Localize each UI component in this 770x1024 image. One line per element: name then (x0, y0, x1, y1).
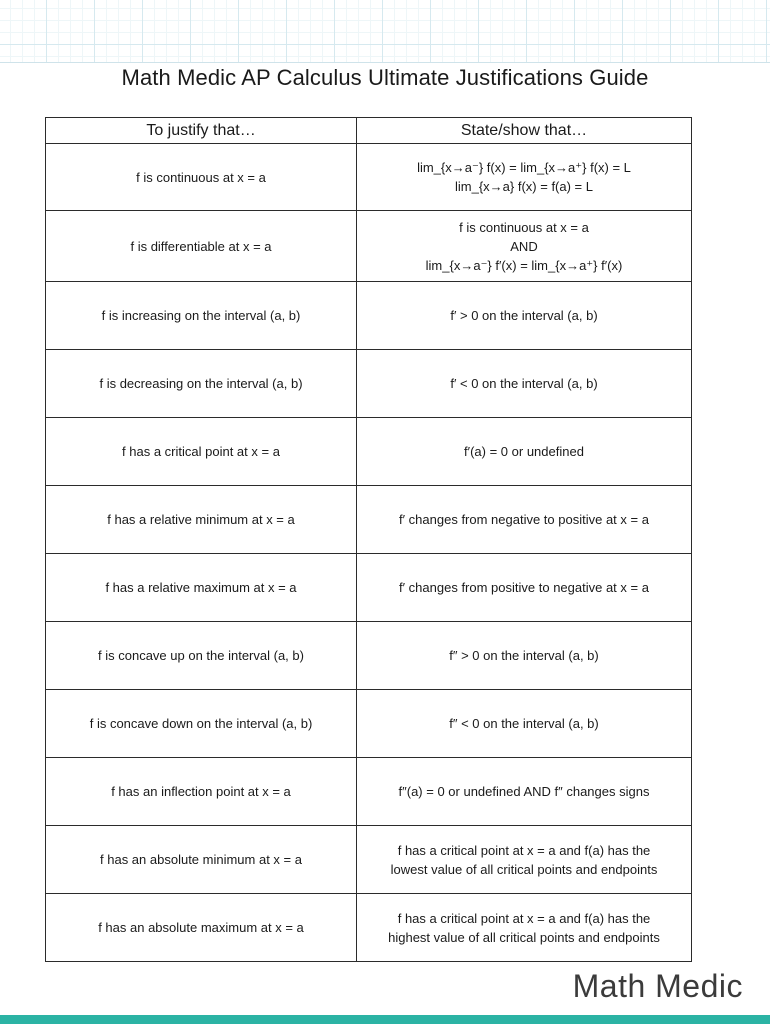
cell-line: f″ < 0 on the interval (a, b) (449, 716, 599, 731)
table-row (46, 211, 692, 282)
cell-line: f′ < 0 on the interval (a, b) (450, 376, 598, 391)
justify-cell (46, 894, 357, 962)
state-cell (357, 282, 692, 350)
justify-cell (46, 486, 357, 554)
state-cell (357, 211, 692, 282)
state-cell (357, 486, 692, 554)
table-row (46, 758, 692, 826)
cell-line: f has a critical point at x = a and f(a) has the (397, 842, 651, 858)
cell-line: lim_{x→a} f(x) = f(a) = L (455, 179, 593, 194)
cell-line: highest value of all critical points and endpoints (388, 929, 660, 945)
column-header-justify: To justify that… (46, 118, 357, 144)
state-cell (357, 758, 692, 826)
bottom-accent-bar (0, 1015, 770, 1024)
state-cell (357, 622, 692, 690)
cell-line: f has a critical point at x = a (122, 444, 280, 459)
cell-line: f′ changes from positive to negative at x = a (399, 580, 649, 595)
table-row (46, 690, 692, 758)
state-cell (357, 826, 692, 894)
state-cell (357, 554, 692, 622)
table-row (46, 622, 692, 690)
table-header-row (46, 118, 692, 144)
justify-cell (46, 826, 357, 894)
cell-line: f is concave up on the interval (a, b) (98, 648, 304, 663)
cell-line: AND (510, 238, 538, 254)
state-cell (357, 894, 692, 962)
table-row (46, 350, 692, 418)
cell-line: lim_{x→a⁻} f(x) = lim_{x→a⁺} f(x) = L (417, 160, 631, 175)
cell-line: f is continuous at x = a (136, 169, 266, 185)
justify-cell (46, 554, 357, 622)
cell-line: f has a relative maximum at x = a (105, 580, 297, 595)
state-cell (357, 418, 692, 486)
table-row (46, 894, 692, 962)
table-row (46, 486, 692, 554)
cell-line: f″(a) = 0 or undefined AND f″ changes signs (398, 784, 650, 799)
cell-line: f is continuous at x = a (459, 219, 589, 235)
grid-header-background (0, 0, 770, 63)
cell-line: f has an absolute maximum at x = a (98, 920, 304, 935)
cell-line: f is decreasing on the interval (a, b) (99, 376, 303, 391)
cell-line: f′(a) = 0 or undefined (464, 444, 584, 459)
cell-line: f is increasing on the interval (a, b) (101, 308, 301, 323)
cell-line: f is concave down on the interval (a, b) (89, 716, 313, 731)
justify-cell (46, 282, 357, 350)
state-cell (357, 144, 692, 211)
table-row (46, 554, 692, 622)
table-row (46, 826, 692, 894)
state-cell (357, 350, 692, 418)
math-medic-logo (573, 968, 743, 1005)
cell-line: f has an inflection point at x = a (111, 784, 291, 799)
justify-cell (46, 211, 357, 282)
justify-cell (46, 758, 357, 826)
table-row (46, 418, 692, 486)
cell-line: lim_{x→a⁻} f′(x) = lim_{x→a⁺} f′(x) (425, 257, 623, 273)
cell-line: f′ > 0 on the interval (a, b) (450, 308, 598, 323)
justify-cell (46, 418, 357, 486)
justify-cell (46, 622, 357, 690)
justify-cell (46, 350, 357, 418)
column-header-state: State/show that… (357, 118, 692, 144)
table-row (46, 282, 692, 350)
cell-line: f has an absolute minimum at x = a (100, 852, 302, 867)
cell-line: f″ > 0 on the interval (a, b) (449, 648, 599, 663)
table-body (46, 144, 692, 962)
cell-line: f is differentiable at x = a (130, 238, 272, 254)
cell-line: f′ changes from negative to positive at x = a (399, 512, 649, 527)
justifications-table (45, 117, 692, 962)
page-title: Math Medic AP Calculus Ultimate Justifications Guide (121, 65, 649, 90)
table-row (46, 144, 692, 211)
cell-line: lowest value of all critical points and endpoints (390, 861, 658, 877)
state-cell (357, 690, 692, 758)
cell-line: f has a critical point at x = a and f(a) has the (397, 910, 651, 926)
justify-cell (46, 144, 357, 211)
cell-line: f has a relative minimum at x = a (107, 512, 295, 527)
justify-cell (46, 690, 357, 758)
logo-text: Math Medic (572, 968, 743, 1004)
